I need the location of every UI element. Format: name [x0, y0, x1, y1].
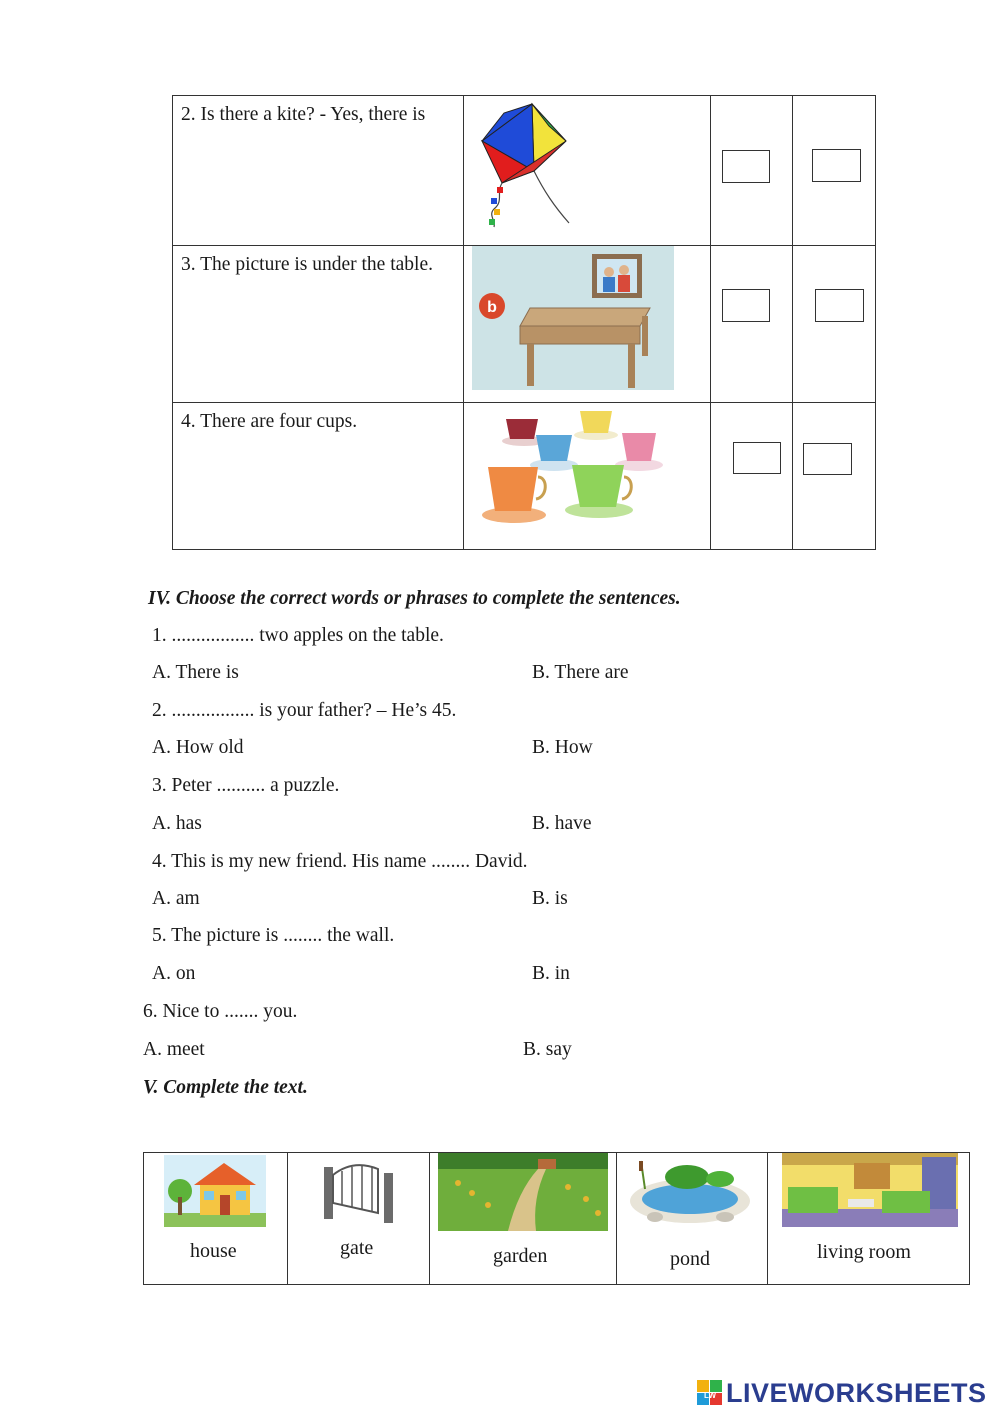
- vocab-cell-garden: [429, 1152, 617, 1285]
- question-2: 2. ................. is your father? – He’s 45.: [152, 700, 457, 721]
- option-1a[interactable]: A. There is: [152, 662, 239, 683]
- question-5: 5. The picture is ........ the wall.: [152, 925, 395, 946]
- question-3: 3. Peter .......... a puzzle.: [152, 775, 340, 796]
- svg-text:LW: LW: [704, 1391, 716, 1400]
- table-image: [472, 246, 674, 390]
- table-image-badge: b: [487, 299, 497, 316]
- option-3a[interactable]: A. has: [152, 813, 202, 834]
- vocab-cell-living-room: [767, 1152, 970, 1285]
- row-2-true-box[interactable]: [722, 150, 770, 183]
- section-4-title: IV. Choose the correct words or phrases to complete the sentences.: [148, 588, 681, 609]
- row-4-image-cell: [463, 402, 711, 550]
- living-room-image: [782, 1153, 958, 1227]
- logo-text: LIVEWORKSHEETS: [726, 1377, 987, 1408]
- question-6: 6. Nice to ....... you.: [143, 1001, 298, 1022]
- section-5-title: V. Complete the text.: [143, 1077, 308, 1098]
- question-4: 4. This is my new friend. His name ........ David.: [152, 851, 528, 872]
- row-4-question-cell: [172, 402, 464, 550]
- garden-image: [438, 1153, 608, 1231]
- option-6a[interactable]: A. meet: [143, 1039, 205, 1060]
- liveworksheets-logo[interactable]: [697, 1378, 987, 1408]
- row-2-true-cell: [710, 95, 793, 246]
- row-2-question-text: 2. Is there a kite? - Yes, there is: [181, 104, 426, 125]
- kite-image: [474, 101, 594, 231]
- row-3-question-cell: [172, 245, 464, 403]
- cups-image: [474, 405, 684, 535]
- row-4-false-cell: [792, 402, 876, 550]
- vocab-label-garden: garden: [493, 1245, 548, 1267]
- gate-image: [322, 1153, 402, 1225]
- row-4-question-text: 4. There are four cups.: [181, 411, 358, 432]
- vocab-cell-gate: [287, 1152, 430, 1285]
- option-4b[interactable]: B. is: [532, 888, 568, 909]
- vocab-cell-house: [143, 1152, 288, 1285]
- question-1: 1. ................. two apples on the table.: [152, 625, 444, 646]
- row-3-false-box[interactable]: [815, 289, 864, 322]
- logo-badge-icon: [697, 1380, 723, 1406]
- option-2b[interactable]: B. How: [532, 737, 593, 758]
- vocab-label-house: house: [190, 1240, 237, 1262]
- option-3b[interactable]: B. have: [532, 813, 592, 834]
- house-image: [164, 1155, 266, 1227]
- option-2a[interactable]: A. How old: [152, 737, 244, 758]
- vocab-label-living-room: living room: [817, 1241, 911, 1263]
- option-6b[interactable]: B. say: [523, 1039, 572, 1060]
- pond-image: [625, 1155, 755, 1235]
- vocab-label-pond: pond: [670, 1248, 710, 1270]
- row-3-image-cell: [463, 245, 711, 403]
- vocab-cell-pond: [616, 1152, 768, 1285]
- vocab-label-gate: gate: [340, 1237, 374, 1259]
- option-1b[interactable]: B. There are: [532, 662, 629, 683]
- row-2-question-cell: [172, 95, 464, 246]
- option-5b[interactable]: B. in: [532, 963, 570, 984]
- row-2-false-box[interactable]: [812, 149, 861, 182]
- row-4-false-box[interactable]: [803, 443, 852, 475]
- row-2-image-cell: [463, 95, 711, 246]
- row-4-true-box[interactable]: [733, 442, 781, 474]
- option-4a[interactable]: A. am: [152, 888, 200, 909]
- option-5a[interactable]: A. on: [152, 963, 196, 984]
- row-3-false-cell: [792, 245, 876, 403]
- row-4-true-cell: [710, 402, 793, 550]
- row-2-false-cell: [792, 95, 876, 246]
- row-3-true-box[interactable]: [722, 289, 770, 322]
- row-3-question-text: 3. The picture is under the table.: [181, 254, 433, 275]
- row-3-true-cell: [710, 245, 793, 403]
